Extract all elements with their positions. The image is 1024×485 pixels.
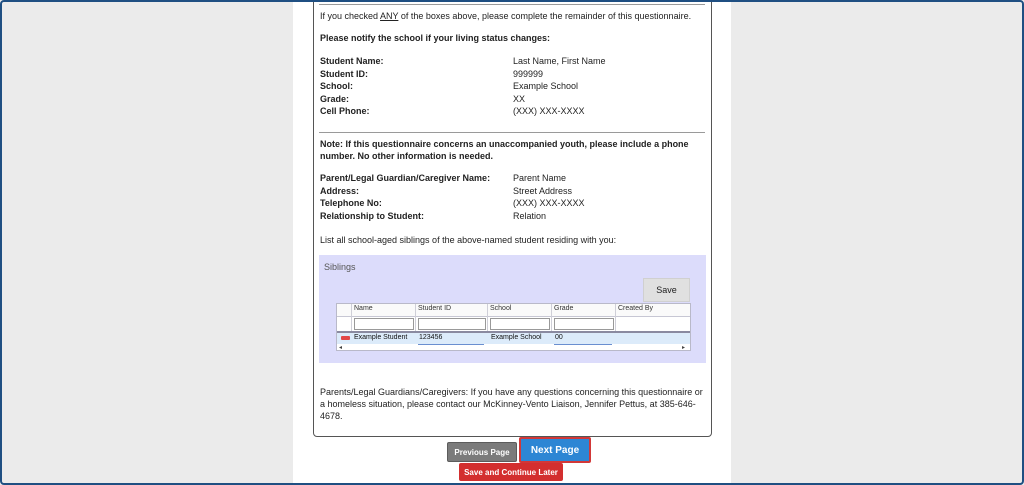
guardian-name-label: Parent/Legal Guardian/Caregiver Name: bbox=[320, 173, 491, 183]
divider bbox=[319, 4, 705, 5]
filter-input-school[interactable] bbox=[490, 318, 550, 330]
previous-page-button[interactable]: Previous Page bbox=[447, 442, 517, 462]
siblings-save-button[interactable]: Save bbox=[643, 278, 690, 302]
cell-name[interactable]: Example Student bbox=[354, 334, 408, 341]
column-header-created-by[interactable]: Created By bbox=[618, 305, 654, 312]
unaccompanied-note: Note: If this questionnaire concerns an unaccompanied youth, please include a phone number. No other information is needed. bbox=[320, 139, 689, 161]
cell-grade[interactable]: 00 bbox=[555, 334, 563, 341]
filter-input-name[interactable] bbox=[354, 318, 414, 330]
filter-input-student-id[interactable] bbox=[418, 318, 486, 330]
school-label: School: bbox=[320, 81, 353, 91]
intro-emphasis: ANY bbox=[380, 11, 399, 21]
scroll-left-icon[interactable]: ◂ bbox=[339, 345, 343, 351]
siblings-grid bbox=[336, 303, 691, 351]
notify-heading: Please notify the school if your living status changes: bbox=[320, 33, 551, 43]
address-value: Street Address bbox=[513, 186, 573, 196]
address-label: Address: bbox=[320, 186, 360, 196]
divider bbox=[319, 132, 705, 133]
relationship-label: Relationship to Student: bbox=[320, 211, 424, 221]
intro-text: If you checked ANY of the boxes above, please complete the remainder of this questionnaire. bbox=[320, 11, 692, 21]
telephone-label: Telephone No: bbox=[320, 198, 382, 208]
school-value: Example School bbox=[513, 81, 579, 91]
save-and-continue-later-button[interactable]: Save and Continue Later bbox=[459, 463, 563, 481]
delete-row-icon[interactable] bbox=[341, 336, 350, 340]
siblings-panel bbox=[319, 255, 706, 363]
cell-school[interactable]: Example School bbox=[491, 334, 542, 341]
column-header-student-id[interactable]: Student ID bbox=[418, 305, 452, 312]
grade-label: Grade: bbox=[320, 94, 350, 104]
relationship-value: Relation bbox=[513, 211, 547, 221]
student-id-value: 999999 bbox=[513, 69, 544, 79]
grade-value: XX bbox=[513, 94, 526, 104]
guardian-name-value: Parent Name bbox=[513, 173, 567, 183]
student-id-label: Student ID: bbox=[320, 69, 368, 79]
column-header-school[interactable]: School bbox=[490, 305, 512, 312]
filter-input-grade[interactable] bbox=[554, 318, 614, 330]
next-page-button[interactable]: Next Page bbox=[519, 437, 591, 463]
siblings-title: Siblings bbox=[324, 262, 356, 272]
contact-text: Parents/Legal Guardians/Caregivers: If you have any questions concerning this questionnaire or a homeless situation, please contact our McKinney-Vento Liaison, Jennifer Pettus, at 385-646-4678. bbox=[320, 387, 703, 421]
cell-phone-value: (XXX) XXX-XXXX bbox=[513, 106, 585, 116]
cell-student-id[interactable]: 123456 bbox=[419, 334, 443, 341]
scroll-right-icon[interactable]: ▸ bbox=[682, 345, 686, 351]
column-header-grade[interactable]: Grade bbox=[554, 305, 574, 312]
siblings-prompt: List all school-aged siblings of the above-named student residing with you: bbox=[320, 235, 617, 245]
student-name-value: Last Name, First Name bbox=[513, 56, 606, 66]
student-name-label: Student Name: bbox=[320, 56, 384, 66]
cell-phone-label: Cell Phone: bbox=[320, 106, 370, 116]
telephone-value: (XXX) XXX-XXXX bbox=[513, 198, 585, 208]
column-header-name[interactable]: Name bbox=[354, 305, 373, 312]
